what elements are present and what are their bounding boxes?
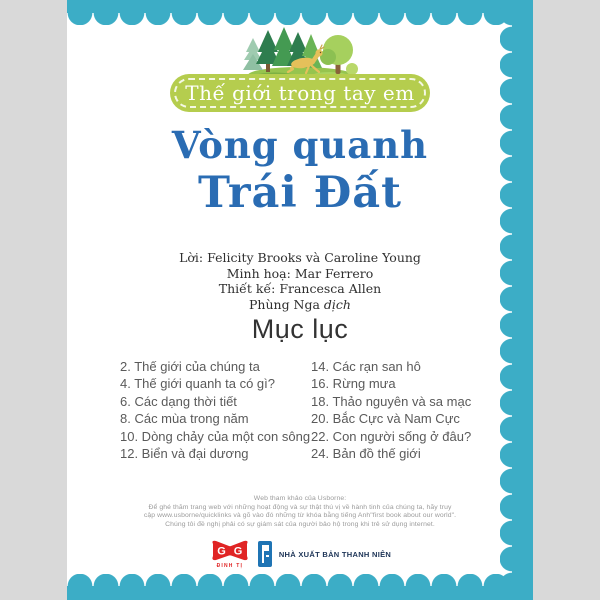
toc-item: 10. Dòng chảy của một con sông — [120, 428, 311, 444]
dinhti-logo-icon — [209, 539, 251, 562]
translator-role: dịch — [323, 296, 351, 312]
footer-note-line: Web tham khảo của Usborne: — [253, 495, 347, 502]
svg-text:G: G — [233, 545, 243, 558]
toc-item: 8. Các mùa trong năm — [120, 411, 249, 427]
credit-translator — [67, 297, 533, 313]
toc-column-right — [311, 358, 521, 462]
toc-heading: Mục lục — [251, 314, 349, 344]
toc-item: 6. Các dạng thời tiết — [120, 393, 237, 409]
book-page — [67, 0, 533, 600]
footer-note-line: Chúng tôi đề nghị phải có sự giám sát của người bảo hộ trong khi trẻ sử dụng internet. — [165, 520, 435, 528]
toc-item: 22. Con người sống ở đâu? — [311, 428, 472, 444]
toc-column-left — [120, 358, 310, 462]
book-title-line1: Vòng quanh — [171, 123, 429, 167]
credits-block — [67, 250, 533, 312]
footer-note-line: Để ghé thăm trang web với những hoạt động và sự thật thú vị về hành tinh của chúng ta, hãy truy — [148, 503, 452, 511]
credit-author: Lời: Felicity Brooks và Caroline Young — [179, 250, 421, 265]
translator-name: Phùng Nga — [249, 296, 324, 312]
toc-item: 20. Bắc Cực và Nam Cực — [311, 411, 460, 427]
toc-item: 16. Rừng mưa — [311, 376, 396, 392]
scalloped-border-bottom — [67, 586, 533, 600]
credit-designer: Thiết kế: Francesca Allen — [218, 281, 382, 297]
nxb-thanhnien-logo-icon — [258, 541, 272, 567]
book-title — [67, 122, 533, 218]
toc-item: 12. Biển và đại dương — [120, 446, 249, 462]
web-reference-note — [67, 495, 533, 529]
toc-item: 2. Thế giới của chúng ta — [120, 359, 260, 374]
dinhti-logo — [209, 539, 251, 569]
svg-text:G: G — [217, 545, 226, 558]
publisher-name: NHÀ XUẤT BẢN THANH NIÊN — [278, 549, 392, 559]
publisher-logos-row — [67, 537, 533, 571]
toc-item: 18. Thảo nguyên và sa mạc — [311, 393, 472, 409]
credit-illustrator: Minh hoạ: Mar Ferrero — [226, 265, 374, 281]
toc-item: 24. Bản đồ thế giới — [311, 446, 421, 462]
dinhti-logo-label: ĐINH TỊ — [216, 563, 244, 569]
scalloped-border-right — [512, 0, 533, 600]
scalloped-border-top — [67, 0, 533, 13]
toc-item: 4. Thế giới quanh ta có gì? — [120, 376, 276, 392]
series-badge — [170, 74, 430, 112]
toc-item: 14. Các rạn san hô — [311, 359, 421, 374]
footer-note-line: cập www.usborne/quicklinks và gõ vào đó những từ khóa bằng tiếng Anh"first book about our world". — [143, 512, 457, 520]
book-title-line2: Trái Đất — [198, 168, 402, 218]
series-badge-label: Thế giới trong tay em — [185, 81, 415, 105]
